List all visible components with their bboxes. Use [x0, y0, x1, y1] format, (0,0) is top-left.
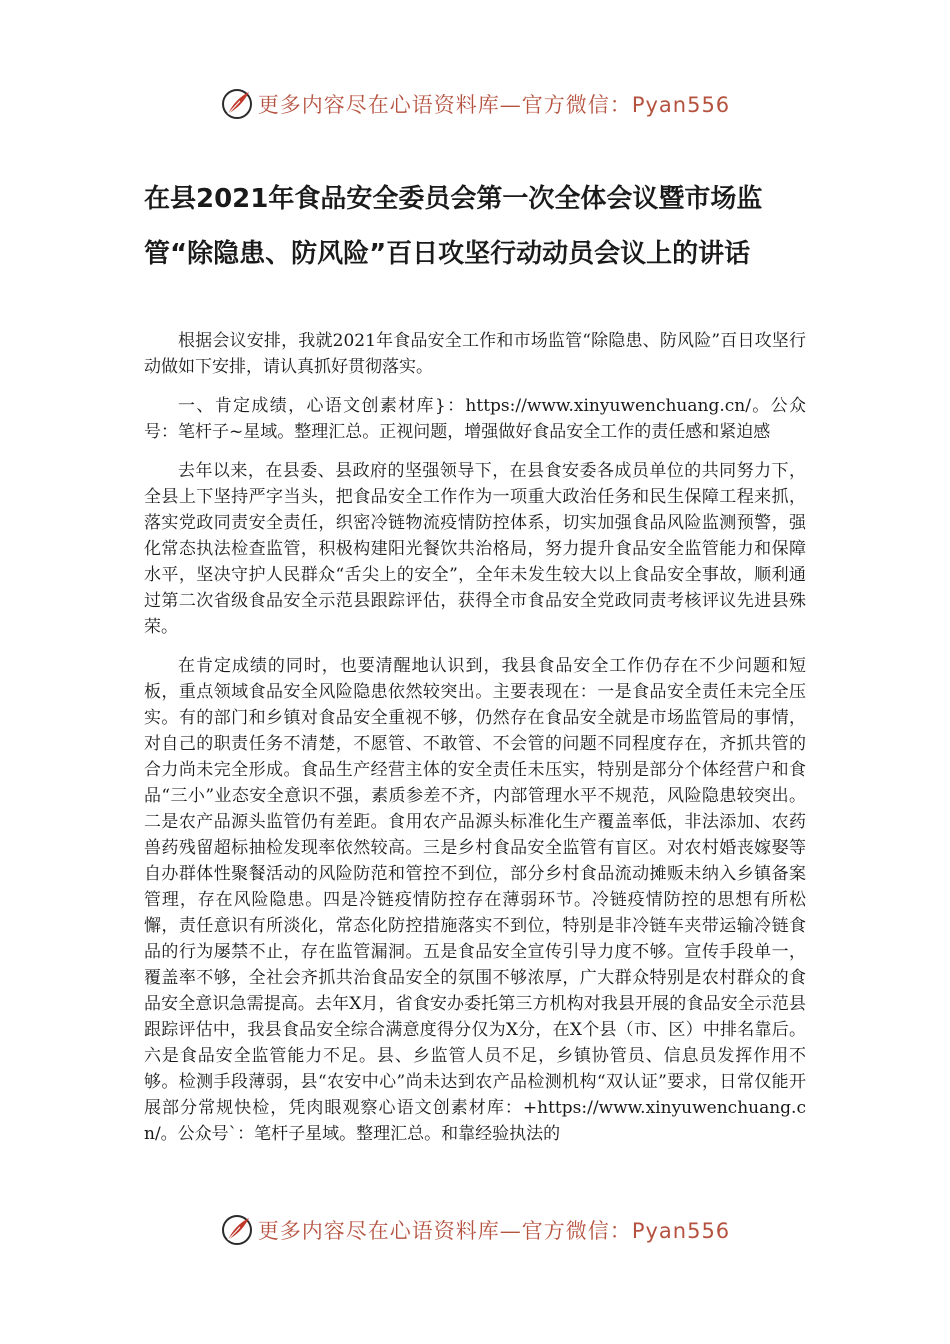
feather-pen-logo-icon: [220, 1213, 254, 1247]
header-banner: [0, 82, 950, 126]
header-wechat-id: Pyan556: [631, 93, 731, 117]
footer-banner-text: [258, 1215, 730, 1245]
paragraph-intro: 根据会议安排，我就2021年食品安全工作和市场监管“除隐患、防风险”百日攻坚行动做如下安排，请认真抓好贯彻落实。: [144, 331, 806, 377]
header-banner-label: 更多内容尽在心语资料库—官方微信：: [257, 93, 632, 117]
footer-banner-label: 更多内容尽在心语资料库—官方微信：: [257, 1219, 632, 1243]
feather-pen-logo-icon: [220, 87, 254, 121]
paragraph-section-heading: 一、肯定成绩，心语文创素材库}：https://www.xinyuwenchuang.cn/。公众号：笔杆子~星域。整理汇总。正视问题，增强做好食品安全工作的责任感和紧迫感: [144, 396, 806, 442]
document-title: 在县2021年食品安全委员会第一次全体会议暨市场监管“除隐患、防风险”百日攻坚行动动员会议上的讲话: [144, 184, 763, 269]
footer-wechat-id: Pyan556: [631, 1219, 731, 1243]
document-body: [144, 328, 806, 1160]
footer-banner: [0, 1208, 950, 1252]
paragraph-problems: 在肯定成绩的同时，也要清醒地认识到，我县食品安全工作仍存在不少问题和短板，重点领域食品安全风险隐患依然较突出。主要表现在：一是食品安全责任未完全压实。有的部门和乡镇对食品安全重视不够，仍然存在食品安全就是市场监管局的事情，对自己的职责任务不清楚，不愿管、不敢管、不会管的问题不同程度存在，齐抓共管的合力尚未完全形成。食品生产经营主体的安全责任未压实，特别是部分个体经营户和食品“三小”业态安全意识不强，素质参差不齐，内部管理水平不规范，风险隐患较突出。二是农产品源头监管仍有差距。食用农产品源头标准化生产覆盖率低，非法添加、农药兽药残留超标抽检发现率依然较高。三是乡村食品安全监管有盲区。对农村婚丧嫁娶等自办群体性聚餐活动的风险防范和管控不到位，部分乡村食品流动摊贩未纳入乡镇备案管理，存在风险隐患。四是冷链疫情防控存在薄弱环节。冷链疫情防控的思想有所松懈，责任意识有所淡化，常态化防控措施落实不到位，特别是非冷链车夹带运输冷链食品的行为屡禁不止，存在监管漏洞。五是食品安全宣传引导力度不够。宣传手段单一，覆盖率不够，全社会齐抓共治食品安全的氛围不够浓厚，广大群众特别是农村群众的食品安全意识急需提高。去年X月，省食安办委托第三方机构对我县开展的食品安全示范县跟踪评估中，我县食品安全综合满意度得分仅为X分，在X个县（市、区）中排名靠后。六是食品安全监管能力不足。县、乡监管人员不足，乡镇协管员、信息员发挥作用不够。检测手段薄弱，县“农安中心”尚未达到农产品检测机构“双认证”要求，日常仅能开展部分常规快检，凭肉眼观察心语文创素材库：+https://www.xinyuwenchuang.cn/。公众号`：笔杆子星域。整理汇总。和靠经验执法的: [144, 656, 806, 1144]
header-banner-text: [258, 89, 730, 119]
paragraph-achievements: 去年以来，在县委、县政府的坚强领导下，在县食安委各成员单位的共同努力下，全县上下坚持严字当头，把食品安全工作作为一项重大政治任务和民生保障工程来抓，落实党政同责安全责任，织密冷链物流疫情防控体系，切实加强食品风险监测预警，强化常态执法检查监管，积极构建阳光餐饮共治格局，努力提升食品安全监管能力和保障水平，坚决守护人民群众“舌尖上的安全”，全年未发生较大以上食品安全事故，顺利通过第二次省级食品安全示范县跟踪评估，获得全市食品安全党政同责考核评议先进县殊荣。: [144, 461, 806, 637]
